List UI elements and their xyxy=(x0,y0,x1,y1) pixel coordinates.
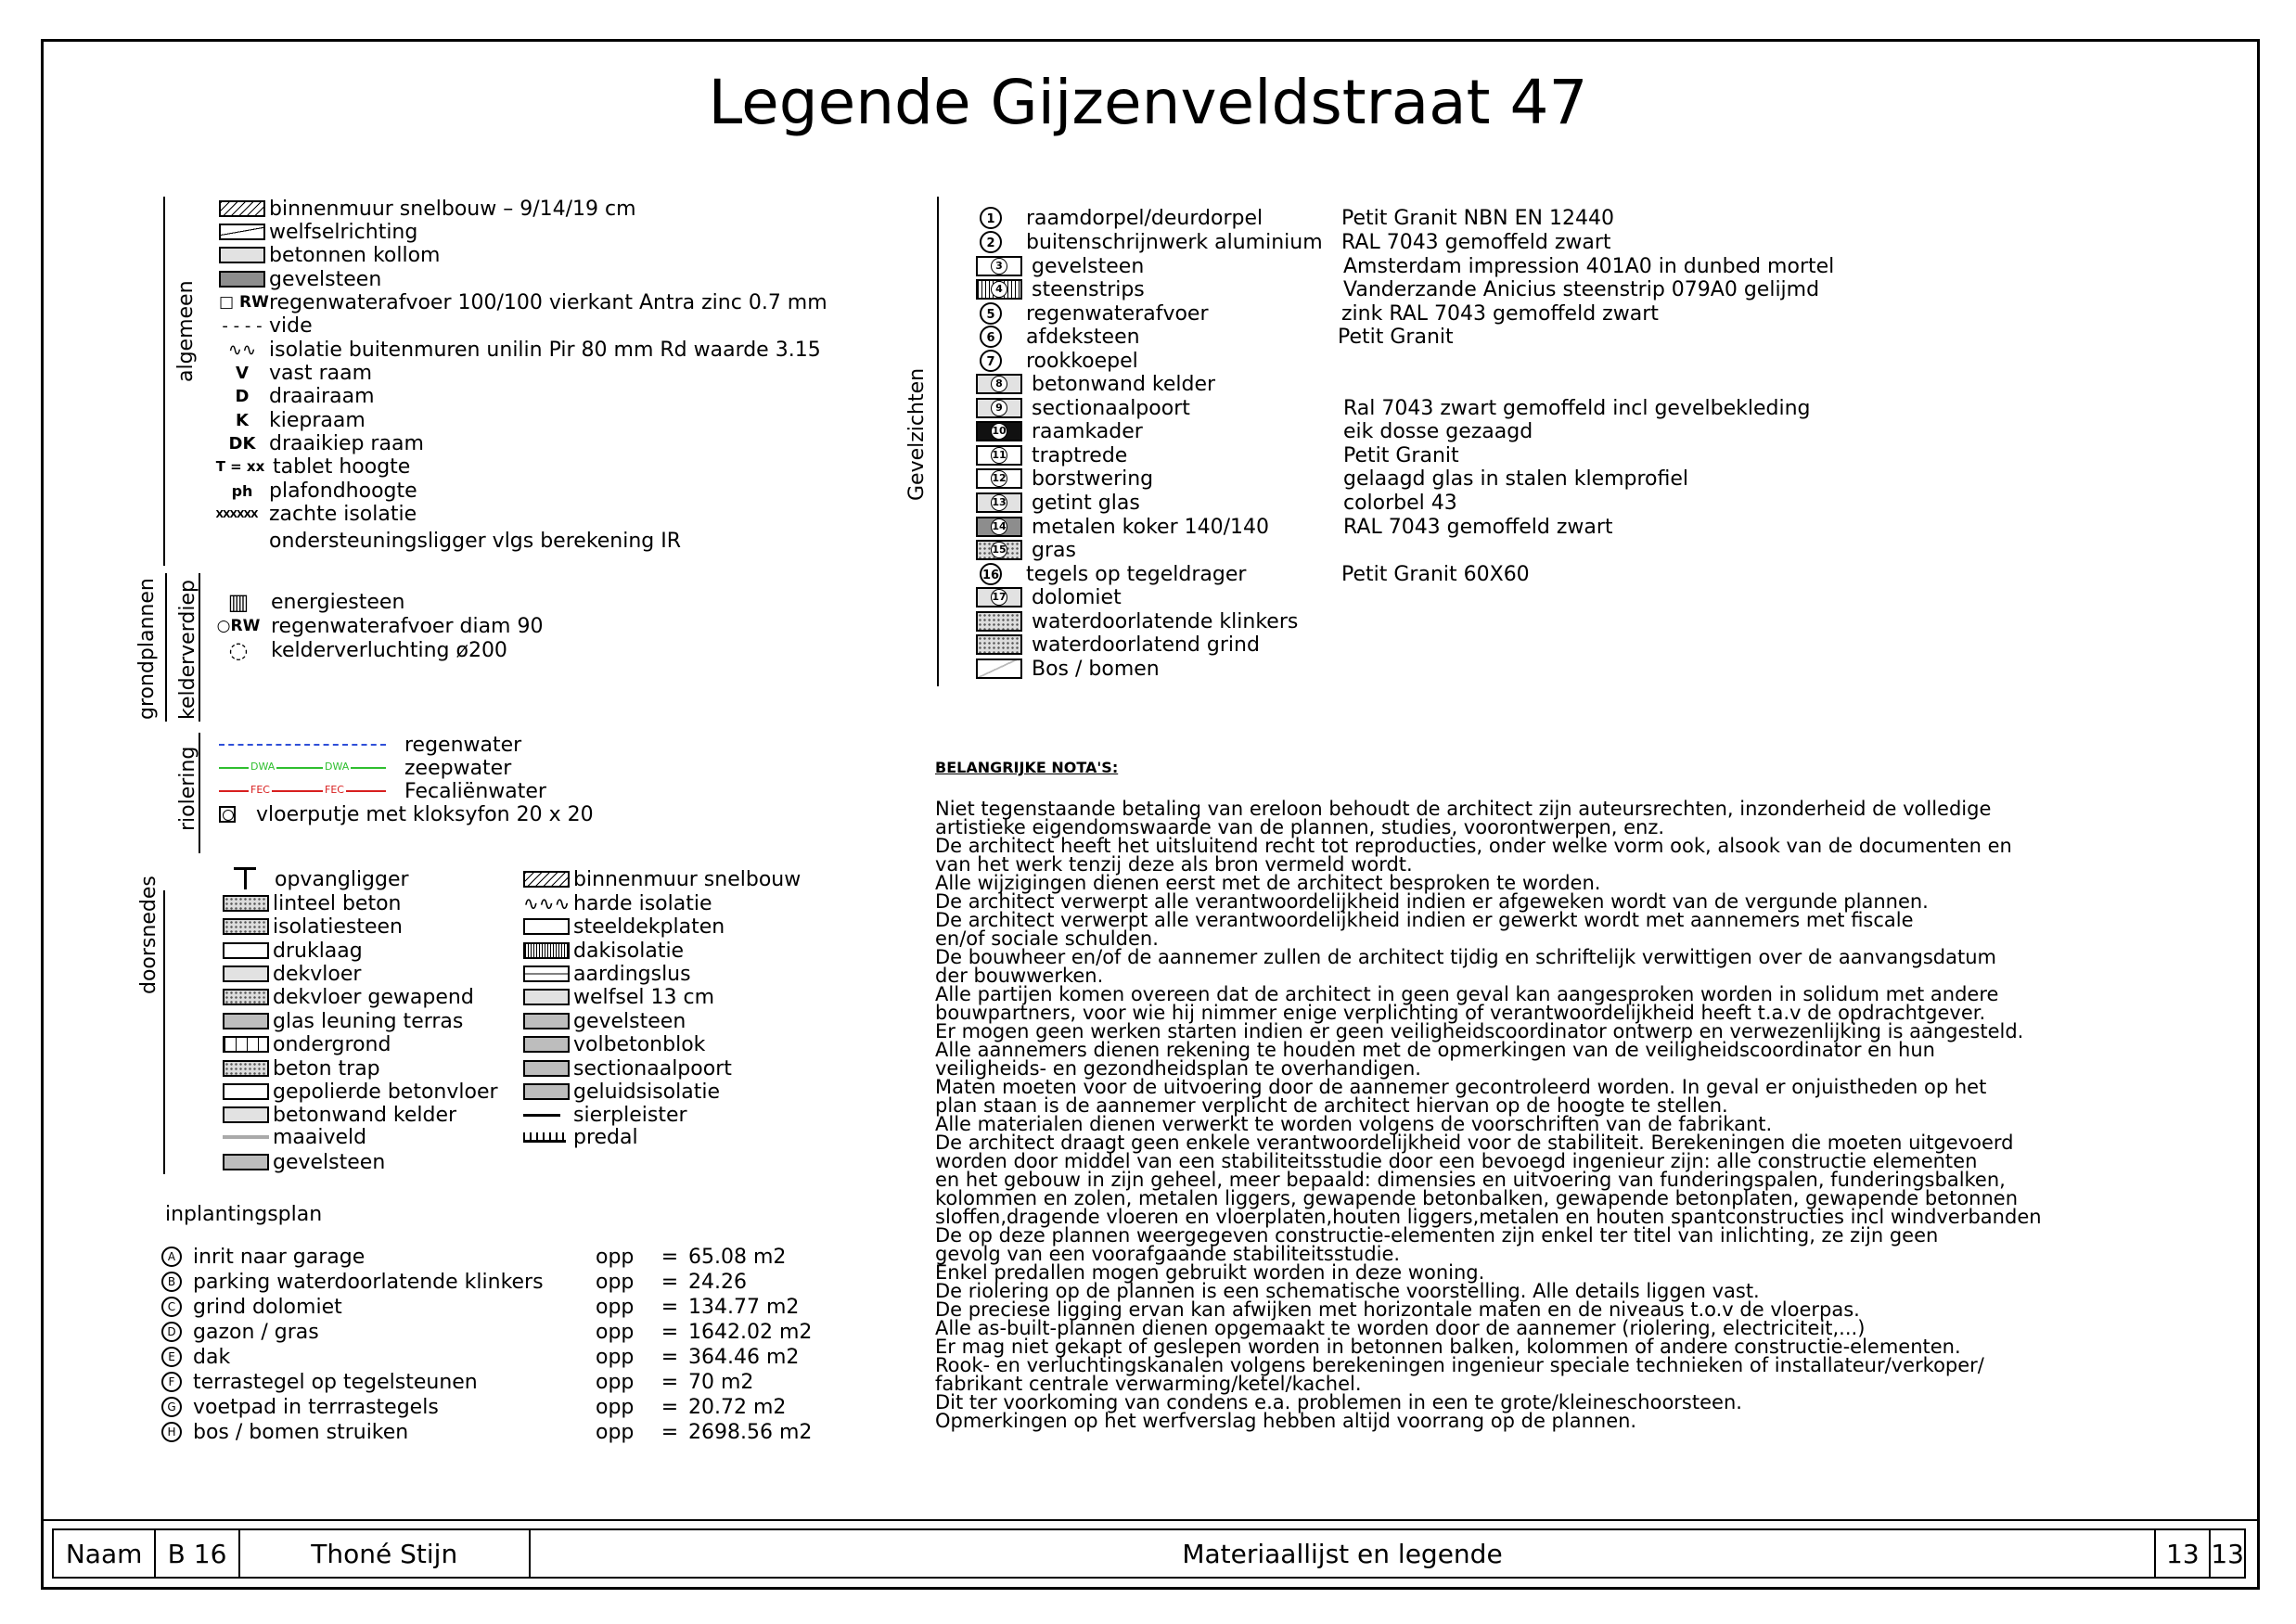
title-block-divider xyxy=(41,1519,2260,1521)
swatch-14: 14 xyxy=(976,517,1022,537)
wave-insulation-icon: ∿∿ xyxy=(227,339,257,360)
list-item: B parking waterdoorlatende klinkers opp = 24.26 xyxy=(161,1270,747,1294)
list-item: dekvloer xyxy=(223,962,361,986)
list-item: - - - - vide xyxy=(219,313,313,338)
list-item: 13 getint glas colorbel 43 xyxy=(976,491,1457,515)
list-item: ∿∿ isolatie buitenmuren unilin Pir 80 mm Rd waarde 3.15 xyxy=(219,338,821,362)
footer-naam: Naam xyxy=(54,1530,156,1577)
fixed-window-icon: V xyxy=(236,363,249,383)
note-line: De architect verwerpt alle verantwoordelijkheid indien er gewerkt wordt met aannemers met fiscale xyxy=(935,909,1914,931)
list-item: beton trap xyxy=(223,1056,380,1081)
soft-insulation-icon: XXXXXX xyxy=(215,507,258,520)
sill-height-icon: T = xx xyxy=(215,458,265,475)
swatch-8: 8 xyxy=(976,374,1022,394)
section-label-doorsnedes: doorsnedes xyxy=(137,876,160,994)
section-label-gevelzichten: Gevelzichten xyxy=(905,367,929,501)
slab-direction-swatch xyxy=(219,224,265,240)
note-line: worden door middel van een stabiliteitsstudie door een bevoegd ingenieur zijn: alle constructie elementen xyxy=(935,1150,1978,1172)
list-item: druklaag xyxy=(223,939,363,963)
list-item: vloerputje met kloksyfon 20 x 20 xyxy=(219,802,594,826)
note-line: De preciese ligging ervan kan afwijken met horizontale maten en de niveaus t.o.v de vloerpas. xyxy=(935,1298,1860,1321)
hatch-swatch xyxy=(219,200,265,217)
swatch-15: 15 xyxy=(976,540,1022,560)
floor-drain-icon xyxy=(219,806,236,823)
block-wall-swatch xyxy=(523,871,570,888)
footer-author: Thoné Stijn xyxy=(240,1530,531,1577)
floor-swatch xyxy=(223,965,269,982)
ceiling-height-icon: ph xyxy=(231,481,253,500)
swatch-9: 9 xyxy=(976,398,1022,418)
note-line: en het gebouw in zijn geheel, meer bepaald: dimensies en uitvoering van funderingspalen, funderingsbalken, xyxy=(935,1169,2006,1191)
list-item: gevelsteen xyxy=(223,1150,385,1174)
zone-marker: F xyxy=(161,1372,182,1392)
note-line: Er mag niet gekapt of geslepen worden in betonnen balken, kolommen of andere constructie-elementen. xyxy=(935,1336,1961,1358)
list-item: aardingslus xyxy=(523,962,691,986)
footer-code: B 16 xyxy=(156,1530,240,1577)
list-item: ph plafondhoogte xyxy=(219,479,417,503)
section-label-algemeen: algemeen xyxy=(174,280,198,382)
list-item: A inrit naar garage opp = 65.08 m2 xyxy=(161,1245,786,1269)
list-item: C grind dolomiet opp = 134.77 m2 xyxy=(161,1295,799,1319)
list-item: T = xx tablet hoogte xyxy=(212,454,410,479)
swatch-12: 12 xyxy=(976,468,1022,489)
section-label-kelderverdiep: kelderverdiep xyxy=(176,580,199,720)
note-line: Alle materialen dienen verwerkt te worden volgens de voorschriften van de fabrikant. xyxy=(935,1113,1773,1135)
predal-icon xyxy=(523,1132,566,1143)
swatch-3: 3 xyxy=(976,256,1022,276)
facade-brick-swatch xyxy=(523,1013,570,1029)
list-item: 2 buitenschrijnwerk aluminium RAL 7043 gemoffeld zwart xyxy=(972,230,1611,254)
reinforced-floor-swatch xyxy=(223,989,269,1005)
list-item: ondersteuningsligger vlgs berekening IR xyxy=(269,529,682,553)
list-item: regenwater xyxy=(219,733,521,757)
slab-swatch xyxy=(523,989,570,1005)
earthing-loop-swatch xyxy=(523,965,570,982)
note-line: en/of sociale schulden. xyxy=(935,927,1159,950)
list-item: 6 afdeksteen Petit Granit xyxy=(972,325,1454,349)
list-item: 1 raamdorpel/deurdorpel Petit Granit NBN EN 12440 xyxy=(972,206,1614,230)
note-line: Enkel predallen mogen gebruikt worden in deze woning. xyxy=(935,1261,1485,1284)
list-item: FEC FEC Fecaliënwater xyxy=(219,779,546,803)
list-item: 15 gras xyxy=(976,538,1347,562)
footer-page: 13 xyxy=(2156,1530,2211,1577)
list-item: 14 metalen koker 140/140 RAL 7043 gemoffeld zwart xyxy=(976,515,1613,539)
ground-level-line xyxy=(223,1135,269,1139)
list-item: sectionaalpoort xyxy=(523,1056,732,1081)
notes-body xyxy=(935,799,2225,1430)
list-item: betonnen kollom xyxy=(219,243,440,267)
list-item: D draairaam xyxy=(219,384,375,408)
gevel-divider xyxy=(937,197,939,686)
marker-2: 2 xyxy=(980,231,1002,253)
soapwater-line: DWA DWA xyxy=(219,767,386,769)
list-item: □ RW regenwaterafvoer 100/100 vierkant Antra zinc 0.7 mm xyxy=(219,290,827,314)
note-line: Alle as-built-plannen dienen opgemaakt te worden door de aannemer (riolering, electriciteit,...) xyxy=(935,1317,1866,1339)
turn-window-icon: D xyxy=(235,386,250,406)
note-line: sloffen,dragende vloeren en vloerplaten,houten liggers,metalen en houten spantconstructies incl windverbanden xyxy=(935,1206,2042,1228)
list-item: ○RW regenwaterafvoer diam 90 xyxy=(210,614,543,638)
algemeen-divider xyxy=(163,197,165,566)
trees-swatch xyxy=(976,659,1022,679)
section-label-riolering: riolering xyxy=(176,746,199,831)
list-item: ondergrond xyxy=(223,1032,391,1056)
list-item: G voetpad in terrrastegels opp = 20.72 m2 xyxy=(161,1395,786,1419)
list-item: welfselrichting xyxy=(219,220,417,244)
list-item: waterdoorlatende klinkers xyxy=(976,609,1347,633)
footer-total: 13 xyxy=(2211,1538,2244,1569)
rigid-insulation-icon: ∿∿∿ xyxy=(523,892,571,914)
list-item: K kiepraam xyxy=(219,408,366,432)
list-item: gevelsteen xyxy=(219,267,381,291)
list-item: 12 borstwering gelaagd glas in stalen klemprofiel xyxy=(976,467,1688,491)
list-item: DK draaikiep raam xyxy=(219,431,424,455)
note-line: Dit ter voorkoming van condens e.a. problemen in een te grote/kleineschoorsteen. xyxy=(935,1391,1742,1413)
marker-16: 16 xyxy=(980,563,1002,585)
notes-title: BELANGRIJKE NOTA'S: xyxy=(935,759,1119,776)
marker-5: 5 xyxy=(980,302,1002,325)
footer-subject: Materiaallijst en legende xyxy=(531,1530,2157,1577)
list-item: Bos / bomen xyxy=(976,657,1347,681)
list-item: 17 dolomiet xyxy=(976,585,1347,609)
list-item: waterdoorlatend grind xyxy=(976,633,1347,657)
polished-floor-swatch xyxy=(223,1083,269,1100)
list-item: maaiveld xyxy=(223,1125,366,1149)
list-item: predal xyxy=(523,1125,638,1149)
list-item: ∿∿∿ harde isolatie xyxy=(523,891,712,915)
note-line: fabrikant centrale verwarming/ketel/kachel. xyxy=(935,1373,1362,1395)
zone-marker: E xyxy=(161,1347,182,1367)
list-item: V vast raam xyxy=(219,361,372,385)
list-item: 11 traptrede Petit Granit xyxy=(976,443,1459,467)
list-item: 4 steenstrips Vanderzande Anicius steenstrip 079A0 gelijmd xyxy=(976,277,1819,301)
list-item: E dak opp = 364.46 m2 xyxy=(161,1345,799,1369)
list-item: sierpleister xyxy=(523,1103,687,1127)
note-line: artistieke eigendomswaarde van de plannen, studies, voorontwerpen, enz. xyxy=(935,816,1665,838)
marker-1: 1 xyxy=(980,207,1002,229)
marker-7: 7 xyxy=(980,350,1002,372)
list-item: gepolierde betonvloer xyxy=(223,1080,498,1104)
list-item: binnenmuur snelbouw xyxy=(523,867,801,891)
roof-insulation-swatch xyxy=(523,942,570,959)
screed-swatch xyxy=(223,942,269,959)
plaster-line xyxy=(523,1114,560,1117)
kelder-divider xyxy=(165,573,167,722)
garage-door-swatch xyxy=(523,1060,570,1077)
list-item: XXXXXX zachte isolatie xyxy=(208,502,417,526)
list-item: binnenmuur snelbouw – 9/14/19 cm xyxy=(219,197,636,221)
list-item: ◌ kelderverluchting ø200 xyxy=(210,638,507,662)
zone-marker: G xyxy=(161,1397,182,1417)
note-line: Alle partijen komen overeen dat de architect in geen geval kan aangesproken worden in solidum met andere xyxy=(935,983,1999,1005)
brick-swatch xyxy=(219,271,265,288)
section-label-grondplannen: grondplannen xyxy=(135,578,159,720)
note-line: gevolg van een voorafgaande stabiliteitsstudie. xyxy=(935,1243,1401,1265)
note-line: De op deze plannen weergegeven constructie-elementen zijn enkel ter titel van inlichting, ze zijn geen xyxy=(935,1224,1939,1247)
concrete-block-swatch xyxy=(523,1036,570,1053)
note-line: De architect draagt geen enkele verantwoordelijkheid voor de stabiliteit. Berekeningen die moeten uitgevoerd xyxy=(935,1132,2014,1154)
list-item: ▥ energiesteen xyxy=(210,590,404,614)
list-item: 8 betonwand kelder xyxy=(976,372,1347,396)
note-line: De bouwheer en/of de aannemer zullen de architect tijdig en schriftelijk verwittigen over de aanvangsdatum xyxy=(935,946,1997,968)
list-item: 5 regenwaterafvoer zink RAL 7043 gemoffeld zwart xyxy=(972,301,1659,326)
ventilation-icon: ◌ xyxy=(228,637,249,663)
rainwater-square-icon: □ RW xyxy=(219,293,269,312)
list-item: dakisolatie xyxy=(523,939,684,963)
subsoil-swatch xyxy=(223,1036,269,1053)
note-line: Rook- en verluchtingskanalen volgens berekeningen ingenieur speciale technieken of installateur/verkoper/ xyxy=(935,1354,1984,1376)
swatch-13: 13 xyxy=(976,492,1022,513)
note-line: kolommen en zolen, metalen liggers, gewapende betonbalken, gewapende betonplaten, gewapende betonnen xyxy=(935,1187,2019,1209)
title-block xyxy=(52,1528,2246,1579)
note-line: Er mogen geen werken starten indien er geen veiligheidscoordinator ontwerp en verwezenlijking is aangesteld. xyxy=(935,1020,2024,1042)
list-item: opvangligger xyxy=(223,867,409,891)
beam-icon xyxy=(223,867,267,891)
kelder-divider-2 xyxy=(199,573,200,722)
list-item: welfsel 13 cm xyxy=(523,985,714,1009)
list-item: H bos / bomen struiken opp = 2698.56 m2 xyxy=(161,1420,812,1444)
note-line: bouwpartners, voor wie hij nimmer enige verplichting of verantwoordelijkheid heeft t.a.v de opdrachtgever. xyxy=(935,1002,1986,1024)
list-item: geluidsisolatie xyxy=(523,1080,720,1104)
list-item: 9 sectionaalpoort Ral 7043 zwart gemoffeld incl gevelbekleding xyxy=(976,396,1811,420)
list-item: steeldekplaten xyxy=(523,914,725,939)
swatch-17: 17 xyxy=(976,587,1022,607)
note-line: De architect heeft het uitsluitend recht tot reproducties, onder welke vorm ook, alsook van de documenten en xyxy=(935,835,2012,857)
stair-swatch xyxy=(223,1060,269,1077)
list-item: linteel beton xyxy=(223,891,402,915)
list-item: D gazon / gras opp = 1642.02 m2 xyxy=(161,1320,812,1344)
zone-marker: C xyxy=(161,1297,182,1317)
list-item: 16 tegels op tegeldrager Petit Granit 60X60 xyxy=(972,562,1530,586)
note-line: Alle wijzigingen dienen eerst met de architect besproken te worden. xyxy=(935,872,1601,894)
glass-rail-swatch xyxy=(223,1013,269,1029)
note-line: Opmerkingen op het werfverslag hebben altijd voorrang op de plannen. xyxy=(935,1410,1637,1432)
list-item: isolatiesteen xyxy=(223,914,403,939)
insulation-stone-swatch xyxy=(223,918,269,935)
list-item: 10 raamkader eik dosse gezaagd xyxy=(976,419,1533,443)
rainwater-round-icon: ○RW xyxy=(216,617,261,635)
list-item: 7 rookkoepel xyxy=(972,349,1341,373)
marker-6: 6 xyxy=(980,326,1002,348)
basement-wall-swatch xyxy=(223,1106,269,1123)
list-item: gevelsteen xyxy=(523,1009,686,1033)
steel-deck-swatch xyxy=(523,918,570,935)
note-line: Maten moeten voor de uitvoering door de aannemer gecontroleerd worden. In geval er onjuistheden op het xyxy=(935,1076,1987,1098)
list-item: volbetonblok xyxy=(523,1032,705,1056)
note-line: De riolering op de plannen is een schematische voorstelling. Alle details liggen vast. xyxy=(935,1280,1760,1302)
swatch-4: 4 xyxy=(976,279,1022,300)
list-item: betonwand kelder xyxy=(223,1103,456,1127)
rainwater-line xyxy=(219,744,386,746)
tilt-window-icon: K xyxy=(236,410,249,430)
zone-marker: A xyxy=(161,1247,182,1267)
doorsnedes-divider xyxy=(163,890,165,1174)
list-item: 3 gevelsteen Amsterdam impression 401A0 in dunbed mortel xyxy=(976,254,1834,278)
zone-marker: H xyxy=(161,1422,182,1442)
list-item: DWA DWA zeepwater xyxy=(219,756,511,780)
lintel-swatch xyxy=(223,895,269,912)
note-line: Niet tegenstaande betaling van ereloon behoudt de architect zijn auteursrechten, inzonderheid de volledige xyxy=(935,798,1992,820)
facade-brick-swatch xyxy=(223,1154,269,1170)
zone-marker: D xyxy=(161,1322,182,1342)
zone-marker: B xyxy=(161,1272,182,1292)
note-line: der bouwwerken. xyxy=(935,965,1104,987)
swatch-11: 11 xyxy=(976,445,1022,466)
inplanting-title: inplantingsplan xyxy=(165,1202,323,1226)
note-line: Alle aannemers dienen rekening te houden met de opmerkingen van de veiligheidscoordinator en hun xyxy=(935,1039,1935,1061)
sewage-line: FEC FEC xyxy=(219,790,386,792)
tilt-turn-window-icon: DK xyxy=(228,433,256,454)
list-item: dekvloer gewapend xyxy=(223,985,474,1009)
acoustic-insulation-swatch xyxy=(523,1083,570,1100)
column-swatch xyxy=(219,247,265,263)
note-line: van het werk tenzij deze als bron vermeld wordt. xyxy=(935,853,1413,876)
swatch-10: 10 xyxy=(976,421,1022,441)
list-item: F terrastegel op tegelsteunen opp = 70 m2 xyxy=(161,1370,753,1394)
dashed-line-icon: - - - - xyxy=(222,315,263,336)
list-item: glas leuning terras xyxy=(223,1009,463,1033)
gravel-swatch xyxy=(976,634,1022,655)
note-line: plan staan is de aannemer verplicht de architect hiervan op de hoogte te stellen. xyxy=(935,1094,1728,1117)
permeable-paver-swatch xyxy=(976,611,1022,632)
note-line: veiligheids- en gezondheidsplan te overhandigen. xyxy=(935,1057,1421,1080)
note-line: De architect verwerpt alle verantwoordelijkheid indien er afgeweken wordt van de vergunde plannen. xyxy=(935,890,1929,913)
page-title: Legende Gijzenveldstraat 47 xyxy=(708,67,1588,138)
energy-stone-icon: ▥ xyxy=(227,589,250,615)
